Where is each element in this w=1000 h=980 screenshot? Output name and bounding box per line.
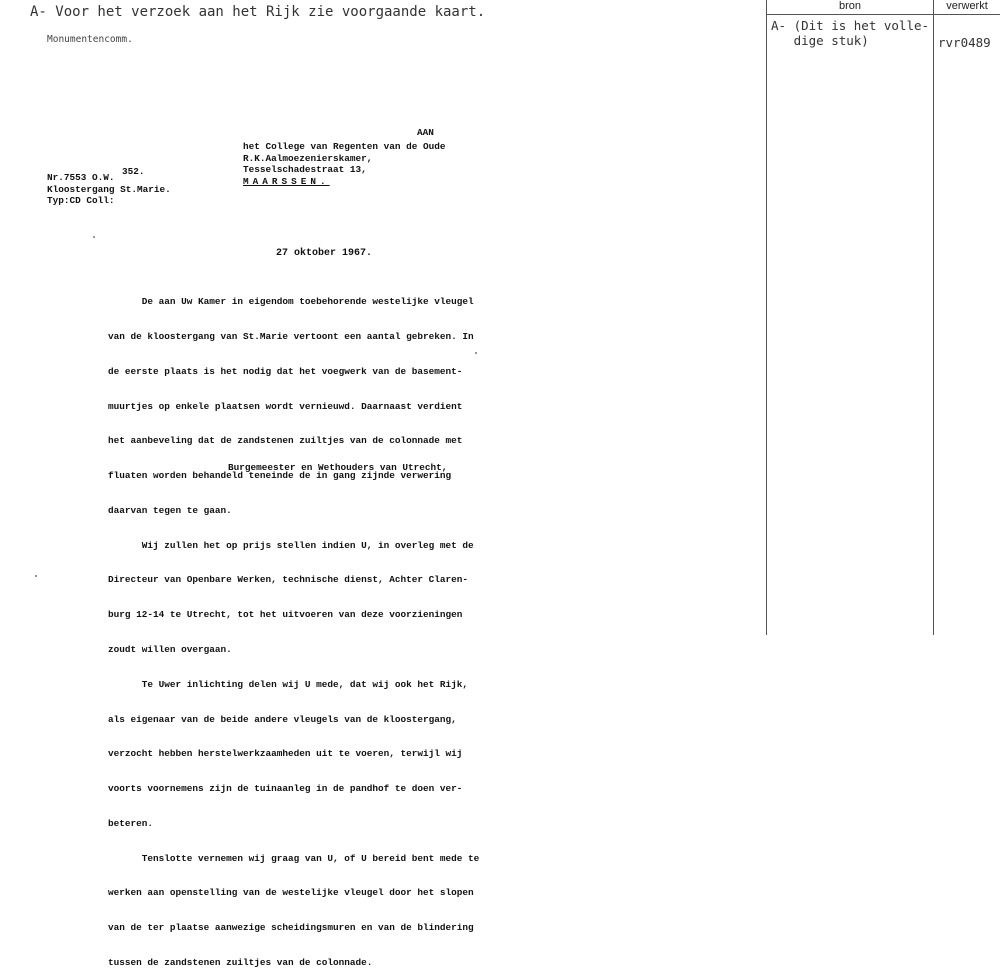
scan-speck [475, 352, 477, 354]
recipient-line-1: het College van Regenten van de Oude [243, 141, 446, 152]
body-line: daarvan tegen te gaan. [108, 504, 232, 516]
reference-line-2: Kloostergang St.Marie. [47, 183, 171, 195]
body-line: als eigenaar van de beide andere vleugels van de kloostergang, [108, 713, 457, 725]
body-line: tussen de zandstenen zuiltjes van de colonnade. [108, 957, 373, 969]
body-line: van de kloostergang van St.Marie vertoont een aantal gebreken. In [108, 330, 474, 342]
reference-line-3: Typ:CD Coll: [47, 195, 115, 207]
body-line: beteren. [108, 817, 154, 829]
reference-line-1: Nr.7553 O.W. [47, 172, 115, 183]
body-line: Directeur van Openbare Werken, technische dienst, Achter Claren- [108, 574, 469, 586]
body-line: werken aan openstelling van de westelijke vleugel door het slopen [108, 887, 474, 899]
panel-divider-left [766, 0, 767, 635]
scan-speck [93, 236, 95, 238]
body-line: Te Uwer inlichting delen wij U mede, dat wij ook het Rijk, [108, 678, 469, 690]
bron-value: A- (Dit is het volle- dige stuk) [771, 18, 930, 48]
recipient-address [243, 141, 446, 187]
sender-line: Monumentencomm. [47, 34, 133, 45]
recipient-city: MAARSSEN. [243, 175, 330, 187]
letter-date: 27 oktober 1967. [276, 248, 373, 259]
body-line: fluaten worden behandeld teneinde de in gang zijnde verwering [108, 470, 452, 482]
body-line: verzocht hebben herstelwerkzaamheden uit te voeren, terwijl wij [108, 748, 463, 760]
header-note: A- Voor het verzoek aan het Rijk zie voorgaande kaart. [30, 4, 486, 20]
body-line: zoudt willen overgaan. [108, 644, 232, 655]
panel-header-rule [766, 14, 1000, 15]
aan-label: AAN [417, 127, 434, 138]
recipient-line-2: R.K.Aalmoezenierskamer, [243, 152, 373, 164]
body-line: muurtjes op enkele plaatsen wordt vernieuwd. Daarnaast verdient [108, 400, 463, 412]
body-line: Tenslotte vernemen wij graag van U, of U bereid bent mede te [108, 852, 480, 864]
body-line: De aan Uw Kamer in eigendom toebehorende westelijke vleugel [108, 296, 474, 308]
letter-body [108, 273, 479, 980]
body-line: Wij zullen het op prijs stellen indien U, in overleg met de [108, 539, 474, 551]
body-line: van de ter plaatse aanwezige scheidingsmuren en van de blindering [108, 922, 474, 934]
bron-column-header: bron [838, 0, 862, 12]
verwerkt-column-header: verwerkt [946, 0, 988, 12]
verwerkt-value: rvr0489 [938, 35, 991, 50]
letter-number: 352. [122, 166, 145, 177]
scan-speck [35, 575, 37, 577]
signature-line: Burgemeester en Wethouders van Utrecht, [228, 462, 448, 473]
recipient-line-3: Tesselschadestraat 13, [243, 164, 367, 176]
body-line: het aanbeveling dat de zandstenen zuiltjes van de colonnade met [108, 435, 463, 447]
panel-divider-middle [933, 0, 934, 635]
reference-block [47, 172, 171, 207]
body-line: burg 12-14 te Utrecht, tot het uitvoeren van deze voorzieningen [108, 609, 463, 621]
body-line: voorts voornemens zijn de tuinaanleg in de pandhof te doen ver- [108, 783, 463, 795]
body-line: de eerste plaats is het nodig dat het voegwerk van de basement- [108, 365, 463, 377]
